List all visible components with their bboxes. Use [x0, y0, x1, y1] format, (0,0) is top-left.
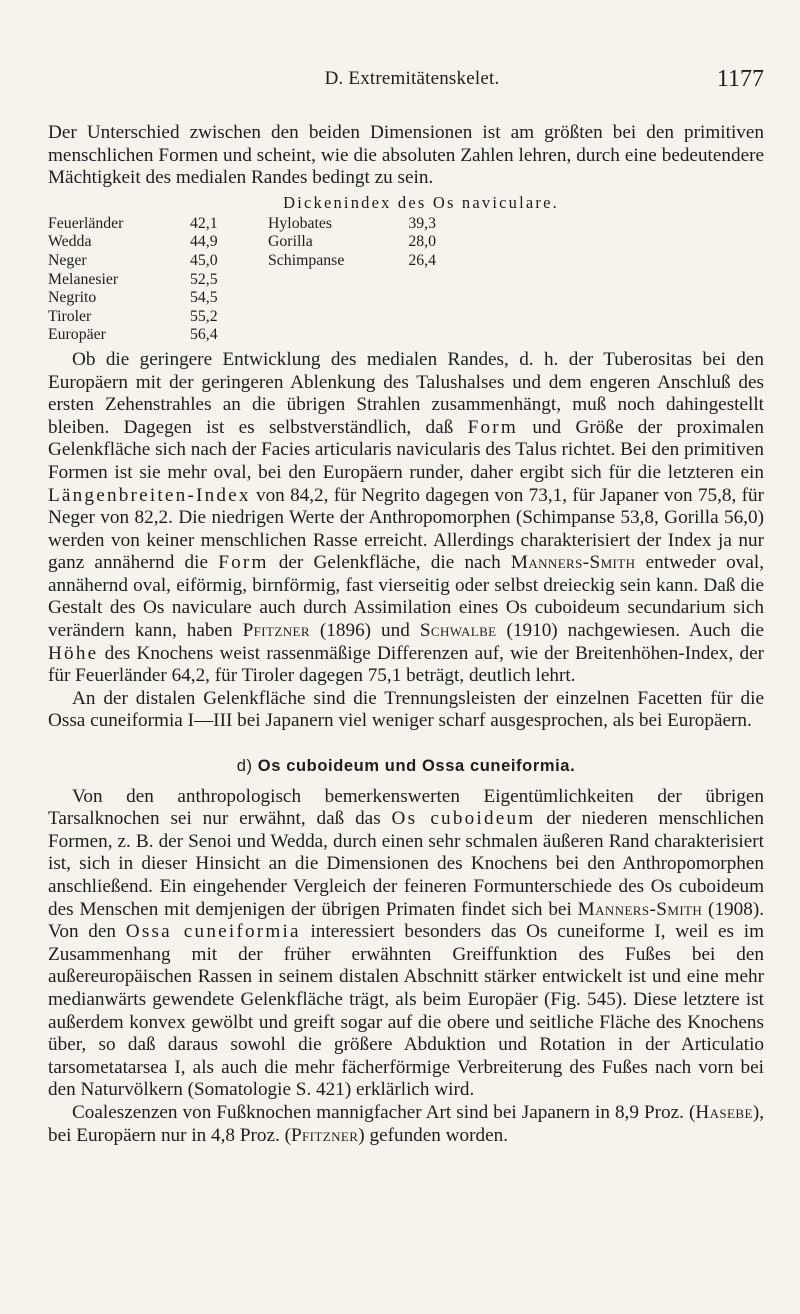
- paragraph-3: An der distalen Gelenkfläche sind die Trennungsleisten der einzelnen Facetten für die Ossa cuneiformia I—III bei Japanern viel weniger scharf ausgesprochen, als bei Europäern.: [48, 687, 764, 732]
- group-name: Hylobates: [268, 214, 333, 232]
- body-text: [48, 122, 764, 1147]
- index-value: 45,0: [190, 251, 218, 269]
- index-value: 44,9: [190, 233, 218, 251]
- author-name: Pfitzner: [242, 620, 310, 642]
- page-number: 1177: [716, 66, 764, 92]
- group-name: [268, 308, 396, 327]
- text-run: des Knochens weist rassenmäßige Differenzen auf, wie der Breitenhöhen-Index, der für Feuerländer 64,2, für Tiroler dagegen 75,1 beträgt, deutlich lehrt.: [48, 642, 764, 687]
- group-name: Negrito: [48, 289, 97, 307]
- author-name: Hasebe: [695, 1101, 753, 1123]
- table-row: [48, 326, 436, 345]
- author-name: Manners-Smith: [577, 898, 703, 920]
- index-table: [48, 215, 436, 345]
- chapter-title: D. Extremitätenskelet.: [324, 68, 500, 89]
- table-row: [48, 233, 436, 252]
- group-name: Feuerländer: [48, 214, 124, 232]
- author-name: Manners-Smith: [510, 552, 636, 574]
- index-value: 56,4: [190, 326, 218, 344]
- emphasis: Längenbreiten-Index: [48, 484, 251, 506]
- group-name: [268, 326, 396, 345]
- table-row: [48, 252, 436, 271]
- group-name: Neger: [48, 251, 87, 269]
- paragraph-5: [48, 1102, 764, 1147]
- running-head: [0, 68, 764, 94]
- section-number: d): [236, 757, 253, 776]
- emphasis: Form: [467, 416, 518, 438]
- text-run: Ob die geringere Entwicklung des medialen Randes, d. h. der Tuberositas bei den Europäern mit der geringeren Ablenkung des Talushalses und dem engeren Anschluß des ersten Zehenstrahles an die übrigen Strahlen zusammenhängt, muß noch dahingestellt bleiben. Dagegen ist es selbstverständlich, daß: [48, 348, 764, 438]
- text-run: von 84,2, für Negrito dagegen von 73,1, für Japaner von 75,8, für Neger von 82,2. Die niedrigen Werte der Anthropomorphen (Schimpanse 53,8, Gorilla 56,0) werden von keiner menschlichen Rasse erreicht. Allerdings charakterisiert der Index ja nur ganz annähernd die: [48, 484, 764, 574]
- group-name: Gorilla: [268, 233, 313, 251]
- index-value: 55,2: [190, 307, 218, 325]
- index-value: [396, 271, 436, 290]
- group-name: Europäer: [48, 326, 106, 344]
- text-run: interessiert besonders das Os cuneiforme I, weil es im Zusammenhang mit der früher erwähnten Greiffunktion des Fußes bei den außereuropäischen Rassen in seinem distalen Abschnitt stärker entwickelt ist und eine mehr medianwärts gewendete Gelenkfläche trägt, als beim Europäer (Fig. 545). Diese letztere ist außerdem konvex gewölbt und greift sogar auf die obere und seitliche Fläche des Knochens über, so daß daraus sowohl die größere Abduktion und Rotation in der Articulatio tarsometatarsea I, als auch die mehr fächerförmige Verbreiterung des Fußes nach vorn bei den Naturvölkern (Somatologie S. 421) erklärlich wird.: [48, 921, 765, 1101]
- text-run: der Gelenkfläche, die nach: [268, 552, 511, 574]
- text-run: und Größe der proximalen Gelenkfläche sich nach der Facies articularis navicularis des Talus richtet. Bei den primitiven Formen ist sie mehr oval, bei den Europäern runder, daher ergibt sich für die letzteren ein: [48, 416, 764, 483]
- text-run: Von den anthropologisch bemerkenswerten Eigentümlichkeiten der übrigen Tarsalknochen sei nur erwähnt, daß das: [48, 785, 764, 830]
- paragraph-4: [48, 786, 764, 1102]
- text-run: der niederen menschlichen Formen, z. B. der Senoi und Wedda, durch einen sehr schmalen äußeren Rand charakterisiert ist, sich in dieser Hinsicht an die Dimensionen des Knochens bei den Anthropomorphen anschließend. Ein eingehender Vergleich der feineren Formunterschiede des Os cuboideum des Menschen mit demjenigen der übrigen Primaten findet sich bei: [48, 808, 764, 920]
- table-row: [48, 271, 436, 290]
- section-heading: [48, 755, 764, 778]
- group-name: [268, 271, 396, 290]
- text-run: (1896) und: [309, 620, 420, 642]
- emphasis: Form: [218, 552, 269, 574]
- index-value: 52,5: [190, 270, 218, 288]
- table-row: [48, 289, 436, 308]
- index-value: 26,4: [408, 251, 436, 269]
- text-run: entweder oval, annähernd oval, eiförmig, birnförmig, fast vierseitig oder selbst dreieckig sein kann. Daß die Gestalt des Os naviculare auch durch Assimilation eines Os cuboideum secundarium sich verändern kann, haben: [48, 552, 764, 642]
- index-value: 28,0: [408, 233, 436, 251]
- index-value: [396, 308, 436, 327]
- text-run: ), bei Europäern nur in 4,8 Proz. (: [48, 1101, 764, 1146]
- emphasis: Höhe: [48, 642, 99, 664]
- emphasis: Ossa cuneiformia: [125, 921, 301, 943]
- index-value: 42,1: [190, 214, 218, 232]
- author-name: Pfitzner: [290, 1124, 359, 1146]
- index-value: 39,3: [408, 214, 436, 232]
- index-value: 54,5: [190, 289, 218, 307]
- index-value: [396, 289, 436, 308]
- table-caption: Dickenindex des Os naviculare.: [283, 192, 559, 212]
- group-name: Wedda: [48, 233, 92, 251]
- emphasis: Os cuboideum: [391, 808, 536, 830]
- text-run: Coaleszenzen von Fußknochen mannigfacher Art sind bei Japanern in 8,9 Proz. (: [72, 1101, 696, 1123]
- index-value: [396, 326, 436, 345]
- group-name: Melanesier: [48, 270, 119, 288]
- group-name: Schimpanse: [268, 251, 345, 269]
- text-run: (1908). Von den: [48, 898, 764, 943]
- group-name: [268, 289, 396, 308]
- table-row: [48, 215, 436, 234]
- section-title: Os cuboideum und Ossa cuneiformia.: [257, 757, 576, 776]
- group-name: Tiroler: [48, 307, 92, 325]
- paragraph-2: [48, 349, 764, 688]
- table-row: [48, 308, 436, 327]
- author-name: Schwalbe: [419, 620, 497, 642]
- text-run: (1910) nachgewiesen. Auch die: [496, 620, 764, 642]
- paragraph-1: Der Unterschied zwischen den beiden Dimensionen ist am größten bei den primitiven menschlichen Formen und scheint, wie die absoluten Zahlen lehren, durch eine bedeutendere Mächtigkeit des medialen Randes bedingt zu sein.: [48, 122, 764, 189]
- text-run: ) gefunden worden.: [358, 1124, 509, 1146]
